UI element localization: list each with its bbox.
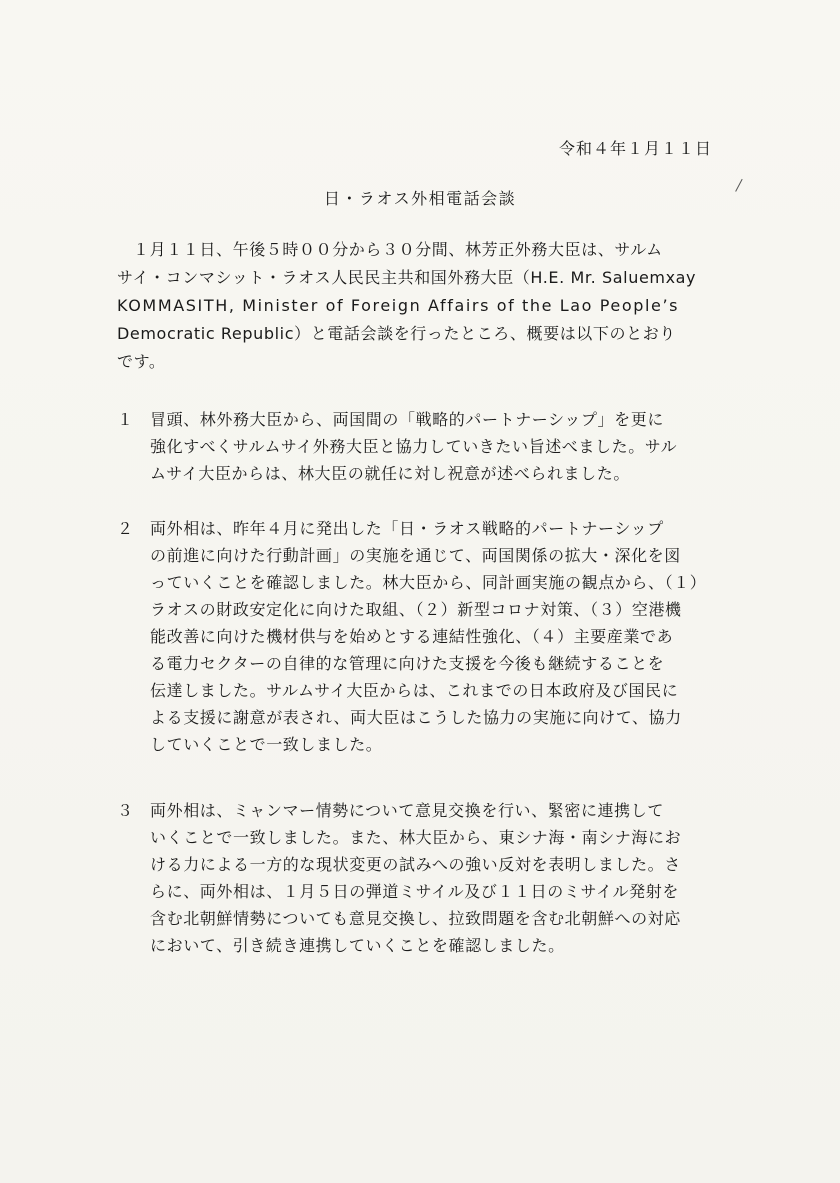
- section-line: よる支援に謝意が表され、両大臣はこうした協力の実施に向けて、協力: [150, 708, 682, 727]
- intro-paragraph: [117, 236, 727, 376]
- section-number: ２: [117, 519, 134, 538]
- section-line: において、引き続き連携していくことを確認しました。: [150, 936, 565, 955]
- section-line: 両外相は、ミャンマー情勢について意見交換を行い、緊密に連携して: [150, 801, 664, 820]
- document-title: 日・ラオス外相電話会談: [323, 189, 517, 208]
- section-number: １: [117, 410, 134, 429]
- intro-line: Democratic Republic）と電話会談を行ったところ、概要は以下のとおり: [117, 324, 676, 343]
- intro-line: １月１１日、午後５時００分から３０分間、林芳正外務大臣は、サルム: [133, 240, 663, 259]
- section-line: していくことで一致しました。: [150, 735, 383, 754]
- section-3: [117, 797, 727, 959]
- section-line: の前進に向けた行動計画」の実施を通じて、両国関係の拡大・深化を図: [150, 546, 681, 565]
- section-line: 含む北朝鮮情勢についても意見交換し、拉致問題を含む北朝鮮への対応: [150, 909, 681, 928]
- intro-line: です。: [117, 352, 166, 371]
- section-line: ラオスの財政安定化に向けた取組、（２）新型コロナ対策、（３）空港機: [150, 600, 682, 619]
- section-2: [117, 515, 727, 758]
- section-line: 強化すべくサルムサイ外務大臣と協力していきたい旨述べました。サル: [150, 437, 678, 456]
- section-number: ３: [117, 801, 134, 820]
- section-line: ける力による一方的な現状変更の試みへの強い反対を表明しました。さ: [150, 855, 681, 874]
- section-1: [117, 406, 727, 487]
- section-line: ムサイ大臣からは、林大臣の就任に対し祝意が述べられました。: [150, 464, 630, 483]
- intro-line: サイ・コンマシット・ラオス人民民主共和国外務大臣（H.E. Mr. Saluemxay: [117, 268, 697, 287]
- section-line: 冒頭、林外務大臣から、両国間の「戦略的パートナーシップ」を更に: [150, 410, 664, 429]
- section-line: らに、両外相は、１月５日の弾道ミサイル及び１１日のミサイル発射を: [150, 882, 679, 901]
- section-line: 能改善に向けた機材供与を始めとする連結性強化、（４）主要産業であ: [150, 627, 674, 646]
- section-line: 両外相は、昨年４月に発出した「日・ラオス戦略的パートナーシップ: [150, 519, 664, 538]
- section-line: る電力セクターの自律的な管理に向けた支援を今後も継続することを: [150, 654, 665, 673]
- section-line: っていくことを確認しました。林大臣から、同計画実施の観点から、（１）: [150, 573, 707, 592]
- section-line: いくことで一致しました。また、林大臣から、東シナ海・南シナ海にお: [150, 828, 682, 847]
- section-line: 伝達しました。サルムサイ大臣からは、これまでの日本政府及び国民に: [150, 681, 679, 700]
- intro-line: KOMMASITH, Minister of Foreign Affairs of the Lao People’s: [117, 296, 680, 315]
- document-date: 令和４年１月１１日: [558, 139, 712, 158]
